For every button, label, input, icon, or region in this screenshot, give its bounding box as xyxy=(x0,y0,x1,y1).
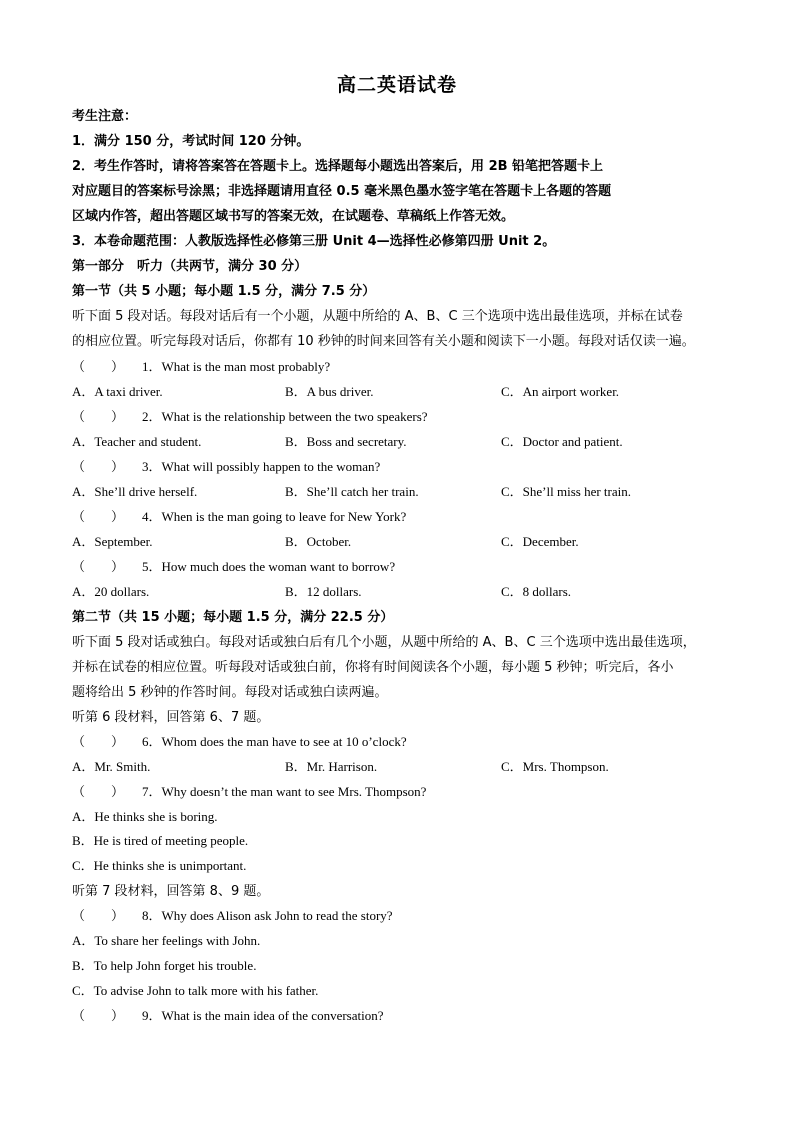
option-b: B．Mr. Harrison. xyxy=(285,759,378,774)
option-c: C．8 dollars. xyxy=(501,584,572,599)
question-stem: 4．When is the man going to leave for New York? xyxy=(142,509,407,524)
option-c: C．Doctor and patient. xyxy=(501,434,623,449)
question-3 xyxy=(72,456,380,475)
option-b: B．October. xyxy=(285,534,352,549)
section2-instructions: 听下面 5 段对话或独白。每段对话或独白后有几个小题，从题中所给的 A、B、C 三个选项中选出最佳选项， xyxy=(72,635,696,650)
section2-instructions: 题将给出 5 秒钟的作答时间。每段对话或独白读两遍。 xyxy=(72,685,388,700)
answer-blank[interactable]: （ ） xyxy=(72,909,125,924)
notice-line: 1．满分 150 分，考试时间 120 分钟。 xyxy=(72,134,310,149)
question-4 xyxy=(72,506,406,525)
option-a: A．She’ll drive herself. xyxy=(72,484,198,499)
option-b: B．A bus driver. xyxy=(285,384,374,399)
option-a: A．Teacher and student. xyxy=(72,434,202,449)
notice-line: 对应题目的答案标号涂黑；非选择题请用直径 0.5 毫米黑色墨水签字笔在答题卡上各题的答题 xyxy=(72,184,612,199)
section2-heading: 第二节（共 15 小题；每小题 1.5 分，满分 22.5 分） xyxy=(72,610,394,625)
answer-blank[interactable]: （ ） xyxy=(72,785,125,800)
option-c: C．December. xyxy=(501,534,579,549)
question-stem: 9．What is the main idea of the conversation? xyxy=(142,1008,384,1023)
option-b: B．Boss and secretary. xyxy=(285,434,407,449)
option-c: C．An airport worker. xyxy=(501,384,620,399)
answer-blank[interactable]: （ ） xyxy=(72,410,125,425)
question-stem: 2．What is the relationship between the two speakers? xyxy=(142,409,428,424)
option-c: C．She’ll miss her train. xyxy=(501,484,631,499)
answer-blank[interactable]: （ ） xyxy=(72,560,125,575)
section1-instructions: 听下面 5 段对话。每段对话后有一个小题，从题中所给的 A、B、C 三个选项中选出最佳选项，并标在试卷 xyxy=(72,309,683,324)
material-6-heading: 听第 6 段材料，回答第 6、7 题。 xyxy=(72,710,270,725)
section1-heading: 第一节（共 5 小题；每小题 1.5 分，满分 7.5 分） xyxy=(72,284,376,299)
answer-blank[interactable]: （ ） xyxy=(72,460,125,475)
option-b: B．12 dollars. xyxy=(285,584,362,599)
option-b: B．She’ll catch her train. xyxy=(285,484,419,499)
notice-line: 3．本卷命题范围：人教版选择性必修第三册 Unit 4—选择性必修第四册 Unit 2。 xyxy=(72,234,556,249)
option-a: A．He thinks she is boring. xyxy=(72,809,218,824)
question-5 xyxy=(72,556,395,575)
question-9 xyxy=(72,1005,384,1024)
notice-line: 2．考生作答时，请将答案答在答题卡上。选择题每小题选出答案后，用 2B 铅笔把答题卡上 xyxy=(72,159,604,174)
question-stem: 8．Why does Alison ask John to read the story? xyxy=(142,908,393,923)
question-stem: 5．How much does the woman want to borrow? xyxy=(142,559,396,574)
section2-instructions: 并标在试卷的相应位置。听每段对话或独白前，你将有时间阅读各个小题，每小题 5 秒钟；听完后，各小 xyxy=(72,660,674,675)
material-7-heading: 听第 7 段材料，回答第 8、9 题。 xyxy=(72,884,270,899)
option-a: A．20 dollars. xyxy=(72,584,150,599)
question-7 xyxy=(72,781,426,800)
option-b: B．To help John forget his trouble. xyxy=(72,958,257,973)
notice-heading: 考生注意： xyxy=(72,109,138,124)
option-c: C．Mrs. Thompson. xyxy=(501,759,609,774)
answer-blank[interactable]: （ ） xyxy=(72,360,125,375)
section1-instructions: 的相应位置。听完每段对话后，你都有 10 秒钟的时间来回答有关小题和阅读下一小题。每段对话仅读一遍。 xyxy=(72,334,695,349)
answer-blank[interactable]: （ ） xyxy=(72,735,125,750)
question-1 xyxy=(72,356,330,375)
question-6 xyxy=(72,731,407,750)
question-stem: 7．Why doesn’t the man want to see Mrs. Thompson? xyxy=(142,784,427,799)
option-a: A．To share her feelings with John. xyxy=(72,933,261,948)
option-c: C．He thinks she is unimportant. xyxy=(72,858,247,873)
option-a: A．September. xyxy=(72,534,153,549)
question-2 xyxy=(72,406,428,425)
question-stem: 1．What is the man most probably? xyxy=(142,359,331,374)
question-8 xyxy=(72,905,393,924)
option-b: B．He is tired of meeting people. xyxy=(72,833,249,848)
option-a: A．Mr. Smith. xyxy=(72,759,151,774)
notice-line: 区域内作答，超出答题区域书写的答案无效，在试题卷、草稿纸上作答无效。 xyxy=(72,209,515,224)
answer-blank[interactable]: （ ） xyxy=(72,1009,125,1024)
question-stem: 6．Whom does the man have to see at 10 o’clock? xyxy=(142,734,407,749)
option-a: A．A taxi driver. xyxy=(72,384,163,399)
option-c: C．To advise John to talk more with his father. xyxy=(72,983,319,998)
part1-heading: 第一部分 听力（共两节，满分 30 分） xyxy=(72,259,308,274)
question-stem: 3．What will possibly happen to the woman? xyxy=(142,459,381,474)
page-title: 高二英语试卷 xyxy=(336,74,457,96)
answer-blank[interactable]: （ ） xyxy=(72,510,125,525)
